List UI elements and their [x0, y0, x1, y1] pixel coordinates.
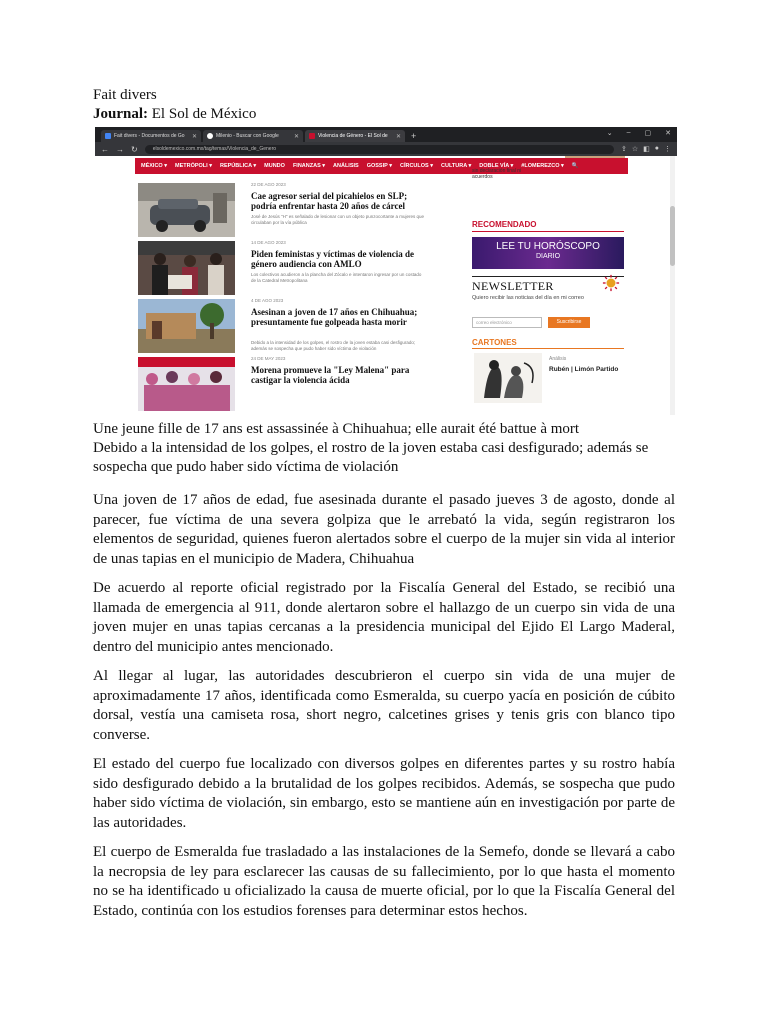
article-thumbnail[interactable]	[138, 241, 235, 295]
close-window-icon[interactable]: ✕	[665, 130, 671, 137]
article-item[interactable]	[138, 179, 428, 237]
article-title[interactable]: Morena promueve la "Ley Malena" para castigar la violencia ácida	[251, 365, 410, 385]
address-bar	[95, 142, 677, 156]
subscribe-button[interactable]: Suscribirse	[548, 317, 590, 328]
article-desc: Debido a la intensidad de los golpes, el rostro de la joven estaba casi desfigurado; además se sospecha que pudo haber sido víctima de violación	[251, 340, 416, 351]
cartoon-image[interactable]	[474, 353, 542, 403]
horoscope-banner[interactable]	[472, 237, 624, 269]
close-icon[interactable]: ✕	[191, 133, 197, 140]
article-title[interactable]: Piden feministas y víctimas de violencia de género audiencia con AMLO	[251, 249, 414, 269]
article-item[interactable]	[138, 353, 428, 411]
site-nav-bar	[135, 158, 628, 174]
browser-tab-elsol[interactable]: Violencia de Género - El Sol de ✕	[305, 130, 405, 142]
cartones-heading: CARTONES	[472, 338, 517, 347]
article-date: 4 DE AGO 2023	[251, 298, 284, 303]
browser-tab-google[interactable]: Milenio - Buscar con Google ✕	[203, 130, 303, 142]
article-item[interactable]	[138, 237, 428, 295]
lead-block	[93, 420, 675, 477]
recommended-heading: RECOMENDADO	[472, 220, 537, 229]
nav-item[interactable]: CULTURA ▾	[441, 163, 472, 169]
lead-subtitle: Debido a la intensidad de los golpes, el rostro de la joven estaba casi desfigurado; además se sospecha que pudo haber sido víctima de violación	[93, 440, 649, 475]
close-icon[interactable]: ✕	[293, 133, 299, 140]
document-header	[93, 86, 675, 124]
cartoonist-name[interactable]: Rubén | Limón Partido	[549, 366, 619, 373]
article-thumbnail[interactable]	[138, 357, 235, 411]
nav-item[interactable]: GOSSIP ▾	[366, 163, 392, 169]
nav-item[interactable]: #LOMEREZCO ▾	[521, 163, 564, 169]
back-icon[interactable]: ←	[101, 144, 109, 154]
share-icon[interactable]: ⇪	[620, 146, 627, 153]
body-paragraph: Una joven de 17 años de edad, fue asesinada durante el pasado jueves 3 de agosto, donde al parecer, fue víctima de una severa golpiza que le arrebató la vida, según registraron los elementos de seguridad, quienes fueron alertados sobre el cuerpo de la mujer sin vida al interior de unas tapias en el municipio de Madera, Chihuahua	[93, 492, 675, 567]
address-bar-icons	[621, 145, 671, 153]
sun-logo-icon	[602, 274, 620, 292]
divider	[472, 348, 624, 349]
article-thumbnail[interactable]	[138, 299, 235, 353]
section-label: Fait divers	[93, 87, 157, 103]
journal-label: Journal:	[93, 106, 149, 122]
article-desc: José de Jesús "H" es señalado de lesionar con un objeto punzocortante a mujeres que circulaban por la vía pública	[251, 214, 425, 225]
elsol-favicon-icon	[309, 133, 315, 139]
article-date: 24 DE MAY 2023	[251, 356, 286, 361]
horoscope-text: LEE TU HORÓSCOPO	[496, 241, 600, 252]
webpage-content	[95, 156, 677, 415]
analysis-label: Análisis	[549, 356, 567, 362]
nav-item[interactable]: DOBLE VÍA ▾	[479, 163, 514, 169]
browser-tab-bar	[95, 127, 677, 142]
close-icon[interactable]: ✕	[395, 133, 401, 140]
forward-icon[interactable]: →	[116, 144, 124, 154]
article-date: 22 DE AGO 2023	[251, 182, 286, 187]
nav-item[interactable]: MUNDO	[264, 163, 285, 169]
profile-icon[interactable]: ●	[654, 145, 659, 152]
nav-item[interactable]: REPÚBLICA ▾	[219, 163, 257, 169]
scrollbar[interactable]	[670, 156, 675, 415]
nav-item[interactable]: ANÁLISIS	[333, 163, 359, 169]
nav-item[interactable]: FINANZAS ▾	[292, 163, 326, 169]
docs-favicon-icon	[105, 133, 111, 139]
article-item[interactable]	[138, 295, 428, 353]
new-tab-icon[interactable]: +	[411, 131, 417, 141]
article-body	[93, 491, 675, 921]
article-list	[138, 179, 428, 411]
nav-item[interactable]: CÍRCULOS ▾	[399, 163, 433, 169]
article-thumbnail[interactable]	[138, 183, 235, 237]
body-paragraph: El cuerpo de Esmeralda fue trasladado a las instalaciones de la Semefo, donde se llevará a cabo la necropsia de ley para esclarecer las causas de su fallecimiento, por lo que hasta el momento no se ha identificado u oficializado la causa de muerte oficial, por lo que la Fiscalía General del Estado, continúa con los estudios forenses para determinar estos hechos.	[93, 844, 675, 919]
reload-icon[interactable]: ↻	[131, 144, 138, 154]
divider	[472, 231, 624, 232]
nav-item[interactable]: MÉXICO ▾	[141, 163, 167, 169]
journal-line	[93, 105, 675, 124]
google-favicon-icon	[207, 133, 213, 139]
nav-item[interactable]: METRÓPOLI ▾	[175, 163, 212, 169]
menu-icon[interactable]: ⋮	[664, 146, 671, 153]
maximize-icon[interactable]: ▢	[644, 130, 652, 137]
email-field[interactable]: correo electrónico	[472, 317, 542, 328]
horoscope-sub: DIARIO	[535, 253, 561, 260]
chevron-down-icon[interactable]: ⌄	[606, 130, 613, 137]
star-icon[interactable]: ☆	[631, 146, 639, 153]
browser-tab-docs[interactable]: Fait divers - Documentos de Go ✕	[101, 130, 201, 142]
article-title[interactable]: Cae agresor serial del picahielos en SLP; podría enfrentar hasta 20 años de cárcel	[251, 191, 408, 211]
sidebar-fragment-text: sin declaración final ni acuerdos	[472, 168, 522, 180]
scrollbar-thumb[interactable]	[670, 206, 675, 266]
body-paragraph: Al llegar al lugar, las autoridades descubrieron el cuerpo sin vida de una mujer de aproximadamente 17 años, identificada como Esmeralda, su cuerpo yacía en posición de cúbito dorsal, vestía una camiseta rosa, short negro, calcetines grises y tenis gris con blanco tipo converse.	[93, 668, 675, 743]
lead-title: Une jeune fille de 17 ans est assassinée à Chihuahua; elle aurait été battue à mort	[93, 421, 580, 437]
article-date: 14 DE AGO 2023	[251, 240, 286, 245]
extensions-icon[interactable]: ◧	[643, 146, 650, 153]
minimize-icon[interactable]: –	[626, 129, 631, 136]
newsletter-heading: NEWSLETTER	[472, 279, 554, 293]
window-controls	[607, 129, 671, 137]
newsletter-desc: Quiero recibir las noticias del día en mi correo	[472, 295, 584, 301]
body-paragraph: De acuerdo al reporte oficial registrado por la Fiscalía General del Estado, se recibió una llamada de emergencia al 911, donde alertaron sobre el hallazgo de un cuerpo sin vida de una joven mujer en unas tapias cercanas a la presidencia municipal del Ejido El Largo Maderal, dentro del municipio antes mencionado.	[93, 580, 675, 655]
url-field[interactable]: elsoldemexico.com.mx/tag/temas/Violencia_de_Genero	[145, 145, 614, 154]
embedded-screenshot	[95, 127, 677, 415]
body-paragraph: El estado del cuerpo fue localizado con diversos golpes en diferentes partes y su rostro había sido desfigurado debido a la brutalidad de los golpes recibidos. Además, se sospecha que pudo haber sido víctima de violación, sin embargo, esto se mantiene aún en investigación por parte de las autoridades.	[93, 756, 675, 831]
journal-name: El Sol de México	[148, 106, 257, 122]
nav-item[interactable]: 🔍	[571, 163, 579, 169]
article-desc: Los colectivos acudieron a la plancha del Zócalo e intentaron ingresar por un costado de la Catedral Metropolitana	[251, 272, 422, 283]
article-title[interactable]: Asesinan a joven de 17 años en Chihuahua; presuntamente fue golpeada hasta morir	[251, 307, 418, 327]
